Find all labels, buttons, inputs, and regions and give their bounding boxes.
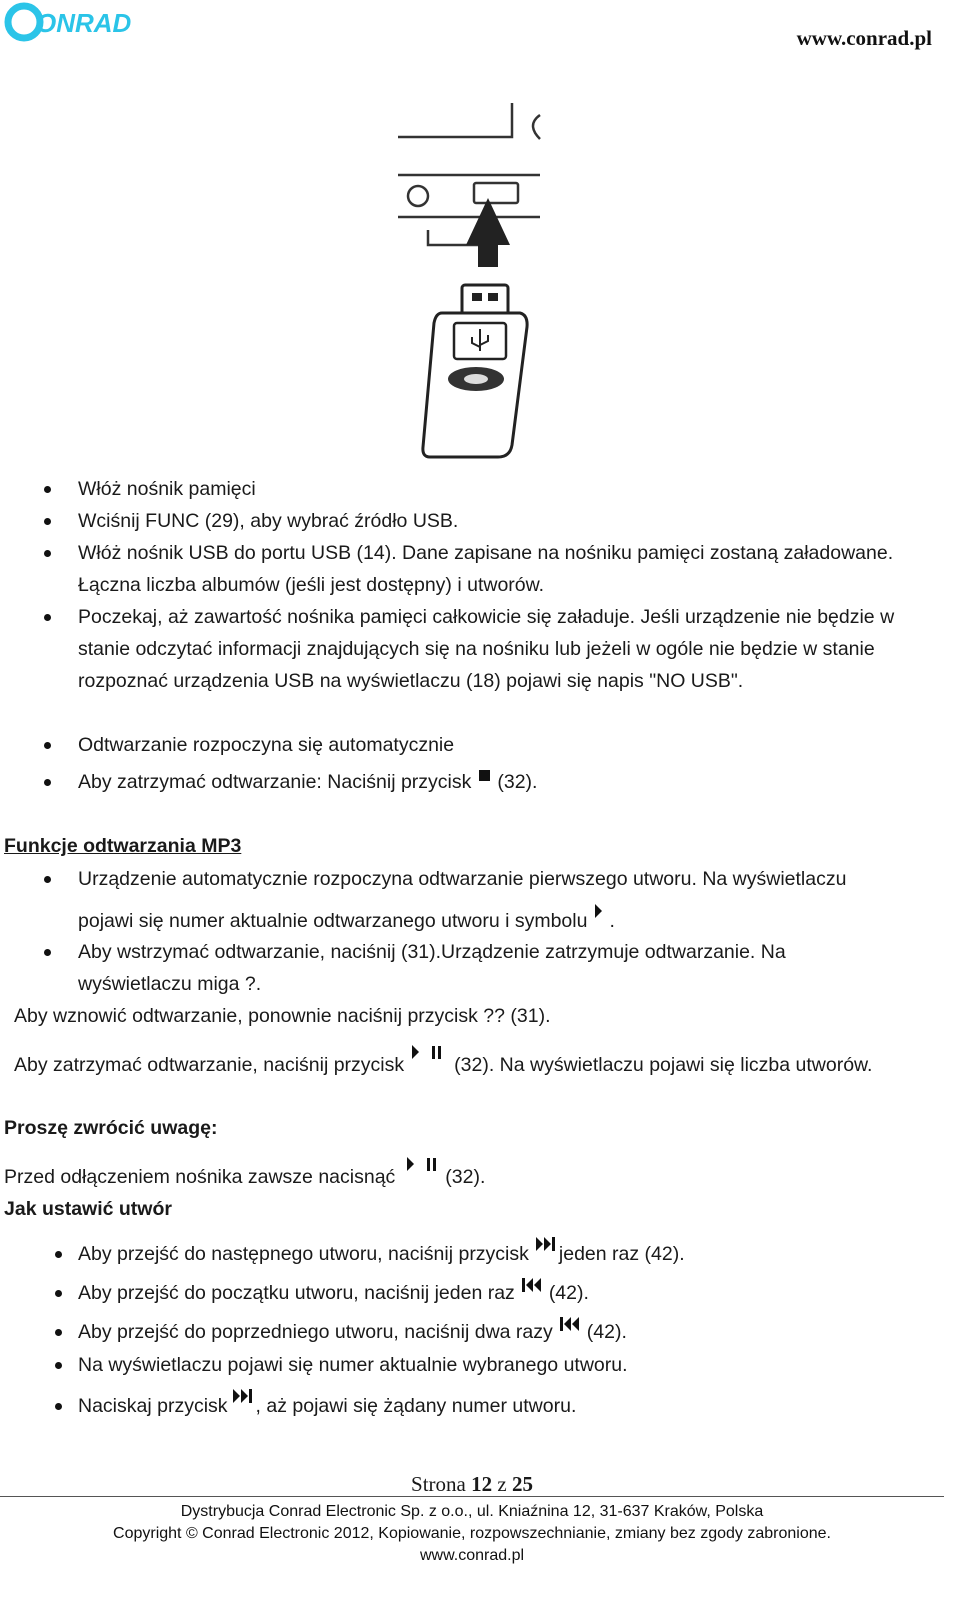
previous-track-icon <box>521 1281 543 1305</box>
play-pause-icon <box>401 1165 439 1189</box>
instruction-text: Aby przejść do poprzedniego utworu, naciśnij dwa razy <box>78 1321 553 1343</box>
svg-text:ONRAD: ONRAD <box>36 8 132 38</box>
site-url: www.conrad.pl <box>796 26 932 50</box>
bullet <box>55 1403 62 1410</box>
instruction-line: wyświetlaczu miga ?. <box>78 973 262 995</box>
instruction-text: (42). <box>586 1321 627 1343</box>
bullet <box>55 1329 62 1336</box>
instruction-line: stanie odczytać informacji znajdujących się na nośniku lub jeżeli w ogóle nie będzie w stanie <box>78 638 875 660</box>
instruction-line: Odtwarzanie rozpoczyna się automatycznie <box>78 734 455 756</box>
instruction-text: Aby przejść do początku utworu, naciśnij jeden raz <box>78 1282 515 1304</box>
instruction-line: Aby wznowić odtwarzanie, ponownie naciśnij przycisk ?? (31). <box>14 1005 551 1027</box>
next-track-icon <box>232 1394 254 1418</box>
instruction-line <box>78 1281 589 1305</box>
instruction-text: Aby zatrzymać odtwarzanie, naciśnij przycisk <box>14 1054 405 1076</box>
conrad-logo <box>4 2 154 42</box>
play-icon <box>593 909 603 933</box>
instruction-line <box>78 770 537 794</box>
instruction-line <box>78 1394 576 1418</box>
footer-address: Dystrybucja Conrad Electronic Sp. z o.o., ul. Kniaźnina 12, 31-637 Kraków, Polska <box>180 1503 764 1520</box>
instruction-text: (32). <box>497 771 538 793</box>
instruction-line: Łączna liczba albumów (jeśli jest dostępny) i utworów. <box>78 574 545 596</box>
instruction-text: Aby zatrzymać odtwarzanie: Naciśnij przycisk <box>78 771 472 793</box>
instruction-line <box>78 909 615 933</box>
instruction-line: rozpoznać urządzenia USB na wyświetlaczu (18) pojawi się napis "NO USB". <box>78 670 744 692</box>
instruction-text: . <box>609 910 615 932</box>
section-heading-mp3: Funkcje odtwarzania MP3 <box>4 835 242 857</box>
instruction-text: , aż pojawi się żądany numer utworu. <box>255 1395 577 1417</box>
play-pause-icon <box>410 1053 448 1077</box>
bullet <box>44 518 51 525</box>
instruction-text: Aby przejść do następnego utworu, naciśnij przycisk <box>78 1243 529 1265</box>
instruction-line: Na wyświetlaczu pojawi się numer aktualnie wybranego utworu. <box>78 1354 628 1376</box>
bullet <box>55 1290 62 1297</box>
instruction-line: Urządzenie automatycznie rozpoczyna odtwarzanie pierwszego utworu. Na wyświetlaczu <box>78 868 847 890</box>
bullet <box>44 550 51 557</box>
instruction-line: Aby wstrzymać odtwarzanie, naciśnij (31).Urządzenie zatrzymuje odtwarzanie. Na <box>78 941 786 963</box>
bullet <box>44 614 51 621</box>
instruction-line <box>78 1320 627 1344</box>
bullet <box>44 779 51 786</box>
note-heading: Proszę zwrócić uwagę: <box>4 1117 218 1139</box>
footer-copyright: Copyright © Conrad Electronic 2012, Kopiowanie, rozpowszechnianie, zmiany bez zgody zabronione. <box>113 1525 831 1542</box>
instruction-line: Poczekaj, aż zawartość nośnika pamięci całkowicie się załaduje. Jeśli urządzenie nie będzie w <box>78 606 895 628</box>
stop-icon <box>477 770 491 794</box>
bullet <box>44 949 51 956</box>
bullet <box>55 1251 62 1258</box>
bullet <box>44 876 51 883</box>
bullet <box>55 1362 62 1369</box>
instruction-text: (32). <box>445 1166 486 1188</box>
instruction-line: Włóż nośnik USB do portu USB (14). Dane zapisane na nośniku pamięci zostaną załadowane. <box>78 542 894 564</box>
instruction-line: Włóż nośnik pamięci <box>78 478 256 500</box>
instruction-text: (42). <box>548 1282 589 1304</box>
instruction-line <box>14 1053 872 1077</box>
instruction-text: (32). Na wyświetlaczu pojawi się liczba utworów. <box>454 1054 873 1076</box>
instruction-text: jeden raz (42). <box>558 1243 685 1265</box>
usb-insert-illustration <box>390 95 550 465</box>
instruction-text: pojawi się numer aktualnie odtwarzanego utworu i symbolu <box>78 910 588 932</box>
instruction-line: Wciśnij FUNC (29), aby wybrać źródło USB. <box>78 510 459 532</box>
footer-url: www.conrad.pl <box>419 1547 525 1564</box>
track-heading: Jak ustawić utwór <box>4 1198 172 1220</box>
footer-divider <box>0 1496 944 1497</box>
page-number: Strona 12 z 25 <box>411 1472 533 1496</box>
instruction-text: Przed odłączeniem nośnika zawsze nacisnąć <box>4 1166 396 1188</box>
previous-track-icon <box>559 1320 581 1344</box>
next-track-icon <box>535 1242 557 1266</box>
instruction-line <box>4 1165 485 1189</box>
instruction-text: Naciskaj przycisk <box>78 1395 228 1417</box>
bullet <box>44 742 51 749</box>
instruction-line <box>78 1242 685 1266</box>
bullet <box>44 486 51 493</box>
